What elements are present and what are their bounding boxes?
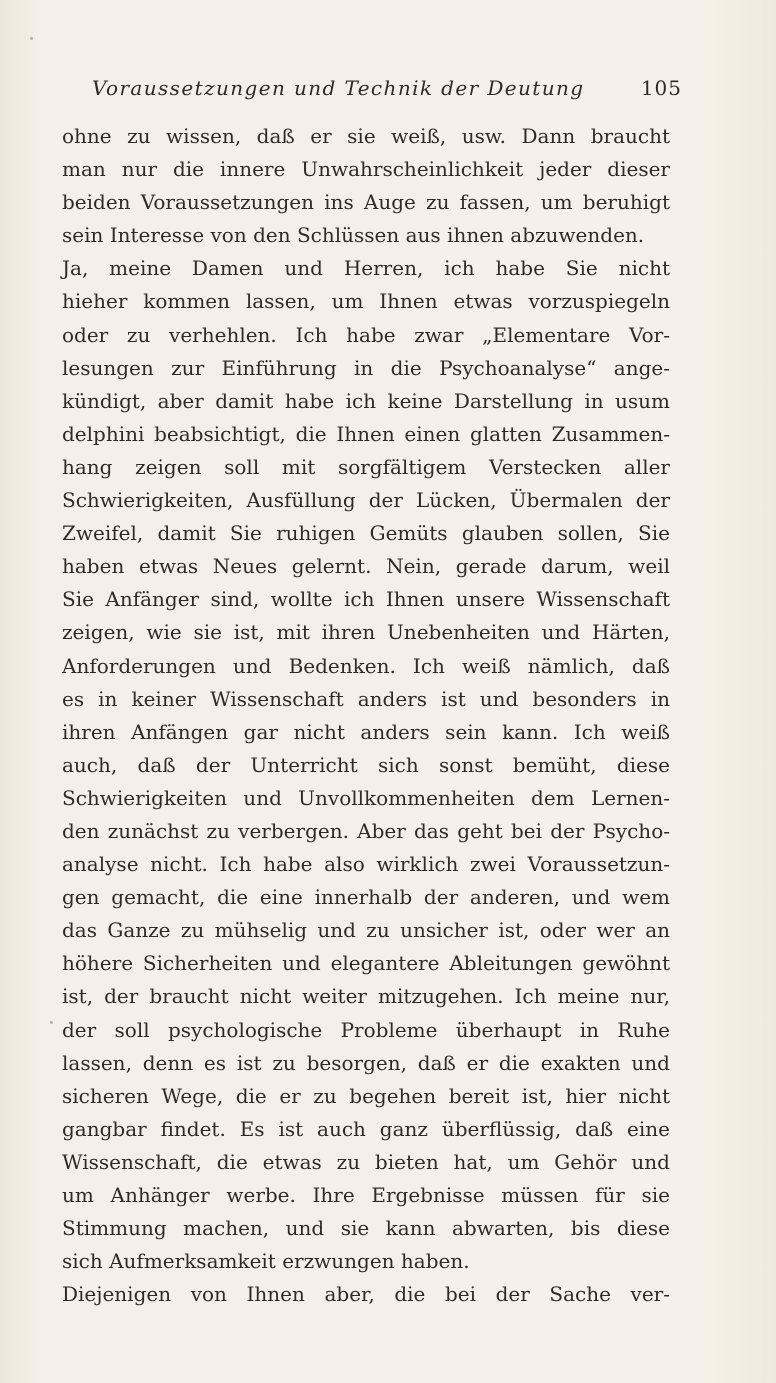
text-line: der soll psychologische Probleme überhaupt in Ruhe <box>62 1017 670 1042</box>
text-line: ist, der braucht nicht weiter mitzugehen. Ich meine nur, <box>62 984 670 1009</box>
text-line: hieher kommen lassen, um Ihnen etwas vorzuspiegeln <box>62 289 670 314</box>
text-line: gangbar findet. Es ist auch ganz überflüssig, daß eine <box>62 1116 670 1141</box>
text-line: Zweifel, damit Sie ruhigen Gemüts glauben sollen, Sie <box>62 521 670 546</box>
text-line: gen gemacht, die eine innerhalb der anderen, und wem <box>62 885 670 910</box>
page-number: 105 <box>640 76 682 100</box>
text-line: lassen, denn es ist zu besorgen, daß er die exakten und <box>62 1050 670 1075</box>
text-line: hang zeigen soll mit sorgfältigem Verstecken aller <box>62 454 670 479</box>
text-line: zeigen, wie sie ist, mit ihren Unebenheiten und Härten, <box>62 620 670 645</box>
text-line: auch, daß der Unterricht sich sonst bemüht, diese <box>62 752 670 777</box>
text-line: Anforderungen und Bedenken. Ich weiß nämlich, daß <box>62 653 670 678</box>
text-line: es in keiner Wissenschaft anders ist und besonders in <box>62 686 670 711</box>
text-line: sicheren Wege, die er zu begehen bereit ist, hier nicht <box>62 1083 670 1108</box>
text-line: Ja, meine Damen und Herren, ich habe Sie nicht <box>62 256 670 281</box>
paper-speck <box>50 1021 53 1024</box>
text-line: das Ganze zu mühselig und zu unsicher ist, oder wer an <box>62 918 670 943</box>
text-line: Schwierigkeiten und Unvollkommenheiten dem Lernen- <box>62 785 670 810</box>
text-line: ihren Anfängen gar nicht anders sein kann. Ich weiß <box>62 719 670 744</box>
body-text <box>62 120 670 1311</box>
text-line: um Anhänger werbe. Ihre Ergebnisse müssen für sie <box>62 1183 670 1207</box>
text-line: lesungen zur Einführung in die Psychoanalyse“ ange- <box>62 355 670 380</box>
text-line: haben etwas Neues gelernt. Nein, gerade darum, weil <box>62 554 670 579</box>
text-line: sich Aufmerksamkeit erzwungen haben. <box>62 1249 470 1274</box>
text-line: Diejenigen von Ihnen aber, die bei der Sache ver- <box>62 1282 670 1307</box>
text-line: analyse nicht. Ich habe also wirklich zwei Voraussetzun- <box>62 852 670 877</box>
text-line: den zunächst zu verbergen. Aber das geht bei der Psycho- <box>62 818 670 843</box>
text-line: ohne zu wissen, daß er sie weiß, usw. Dann braucht <box>62 124 670 148</box>
text-line: höhere Sicherheiten und elegantere Ableitungen gewöhnt <box>62 951 670 976</box>
text-line: Schwierigkeiten, Ausfüllung der Lücken, Übermalen der <box>62 488 670 513</box>
running-title: Voraussetzungen und Technik der Deutung <box>92 76 585 100</box>
text-line: sein Interesse von den Schlüssen aus ihnen abzuwenden. <box>62 223 645 248</box>
text-line: beiden Voraussetzungen ins Auge zu fassen, um beruhigt <box>62 190 670 215</box>
paper-speck <box>30 37 33 40</box>
text-line: Sie Anfänger sind, wollte ich Ihnen unsere Wissenschaft <box>62 587 670 612</box>
page-header <box>92 76 682 112</box>
text-line: Stimmung machen, und sie kann abwarten, bis diese <box>62 1216 670 1241</box>
text-line: Wissenschaft, die etwas zu bieten hat, um Gehör und <box>62 1149 670 1174</box>
text-line: delphini beabsichtigt, die Ihnen einen glatten Zusammen- <box>62 421 670 446</box>
text-line: man nur die innere Unwahrscheinlichkeit jeder dieser <box>62 157 670 182</box>
text-line: oder zu verhehlen. Ich habe zwar „Elementare Vor- <box>62 322 670 347</box>
text-line: kündigt, aber damit habe ich keine Darstellung in usum <box>62 388 670 413</box>
